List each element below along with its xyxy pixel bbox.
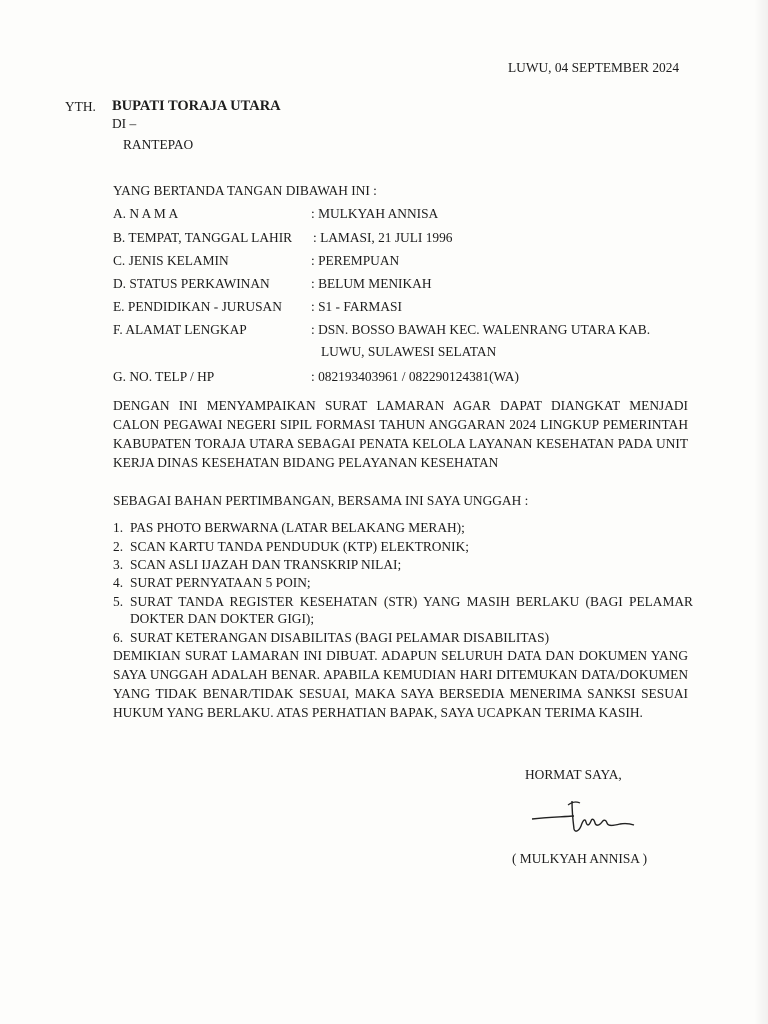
attachments-intro: SEBAGAI BAHAN PERTIMBANGAN, BERSAMA INI SAYA UNGGAH : [113,493,529,508]
field-value-address: : DSN. BOSSO BAWAH KEC. WALENRANG UTARA KAB. [311,322,651,337]
field-value-marital: : BELUM MENIKAH [311,276,432,291]
signature-image [528,795,638,835]
field-value-address-line2: LUWU, SULAWESI SELATAN [321,344,497,359]
field-value-birth: : LAMASI, 21 JULI 1996 [313,230,453,245]
field-value-gender: : PEREMPUAN [311,253,400,268]
body-paragraph: DENGAN INI MENYAMPAIKAN SURAT LAMARAN AGAR DAPAT DIANGKAT MENJADI CALON PEGAWAI NEGERI SIPIL FORMASI TAHUN ANGGARAN 2024 LINGKUP PEMERINTAH KABUPATEN TORAJA UTARA SEBAGAI PENATA KELOLA LAYANAN KESEHATAN PADA UNIT KERJA DINAS KESEHATAN BIDANG PELAYANAN KESEHATAN [113,398,688,470]
list-text: SURAT TANDA REGISTER KESEHATAN (STR) YANG MASIH BERLAKU (BAGI PELAMAR DOKTER DAN DOKTER GIGI); [130,594,693,626]
list-item [113,629,693,646]
field-label-phone: G. NO. TELP / HP [113,369,215,384]
closing-paragraph: DEMIKIAN SURAT LAMARAN INI DIBUAT. ADAPUN SELURUH DATA DAN DOKUMEN YANG SAYA UNGGAH ADALAH BENAR. APABILA KEMUDIAN HARI DITEMUKAN DATA/DOKUMEN YANG TIDAK BENAR/TIDAK SESUAI, MAKA SAYA BERSEDIA MENERIMA SANKSI SESUAI HUKUM YANG BERLAKU. ATAS PERHATIAN BAPAK, SAYA UCAPKAN TERIMA KASIH. [113,648,688,720]
field-value-education: : S1 - FARMASI [311,299,402,314]
list-number: 5. [113,594,124,609]
list-text: SURAT PERNYATAAN 5 POIN; [130,575,311,590]
intro-line: YANG BERTANDA TANGAN DIBAWAH INI : [113,183,377,198]
field-label-birth: B. TEMPAT, TANGGAL LAHIR [113,230,293,245]
list-text: SCAN ASLI IJAZAH DAN TRANSKRIP NILAI; [130,557,402,572]
field-label-education: E. PENDIDIKAN - JURUSAN [113,299,282,314]
field-label-gender: C. JENIS KELAMIN [113,253,229,268]
field-label-address: F. ALAMAT LENGKAP [113,322,247,337]
list-number: 6. [113,630,124,645]
recipient: BUPATI TORAJA UTARA [112,98,281,114]
field-value-name: : MULKYAH ANNISA [311,206,439,221]
list-item [113,556,693,573]
field-label-name: A. N A M A [113,206,179,221]
yth-label: YTH. [65,99,96,114]
salutation: HORMAT SAYA, [525,767,622,782]
list-item [113,538,693,555]
list-text: PAS PHOTO BERWARNA (LATAR BELAKANG MERAH); [130,520,465,535]
list-item [113,574,693,591]
list-number: 2. [113,539,124,554]
di-line: DI – [112,116,137,131]
list-number: 1. [113,520,124,535]
field-label-marital: D. STATUS PERKAWINAN [113,276,270,291]
recipient-city: RANTEPAO [123,137,194,152]
list-text: SURAT KETERANGAN DISABILITAS (BAGI PELAMAR DISABILITAS) [130,630,550,645]
list-number: 3. [113,557,124,572]
place-date: LUWU, 04 SEPTEMBER 2024 [508,60,680,75]
scan-shadow [754,0,768,1024]
list-item [113,519,693,536]
signatory-name: ( MULKYAH ANNISA ) [512,851,648,866]
field-value-phone: : 082193403961 / 082290124381(WA) [311,369,519,384]
list-text: SCAN KARTU TANDA PENDUDUK (KTP) ELEKTRONIK; [130,539,469,554]
list-item [113,593,693,627]
list-number: 4. [113,575,124,590]
